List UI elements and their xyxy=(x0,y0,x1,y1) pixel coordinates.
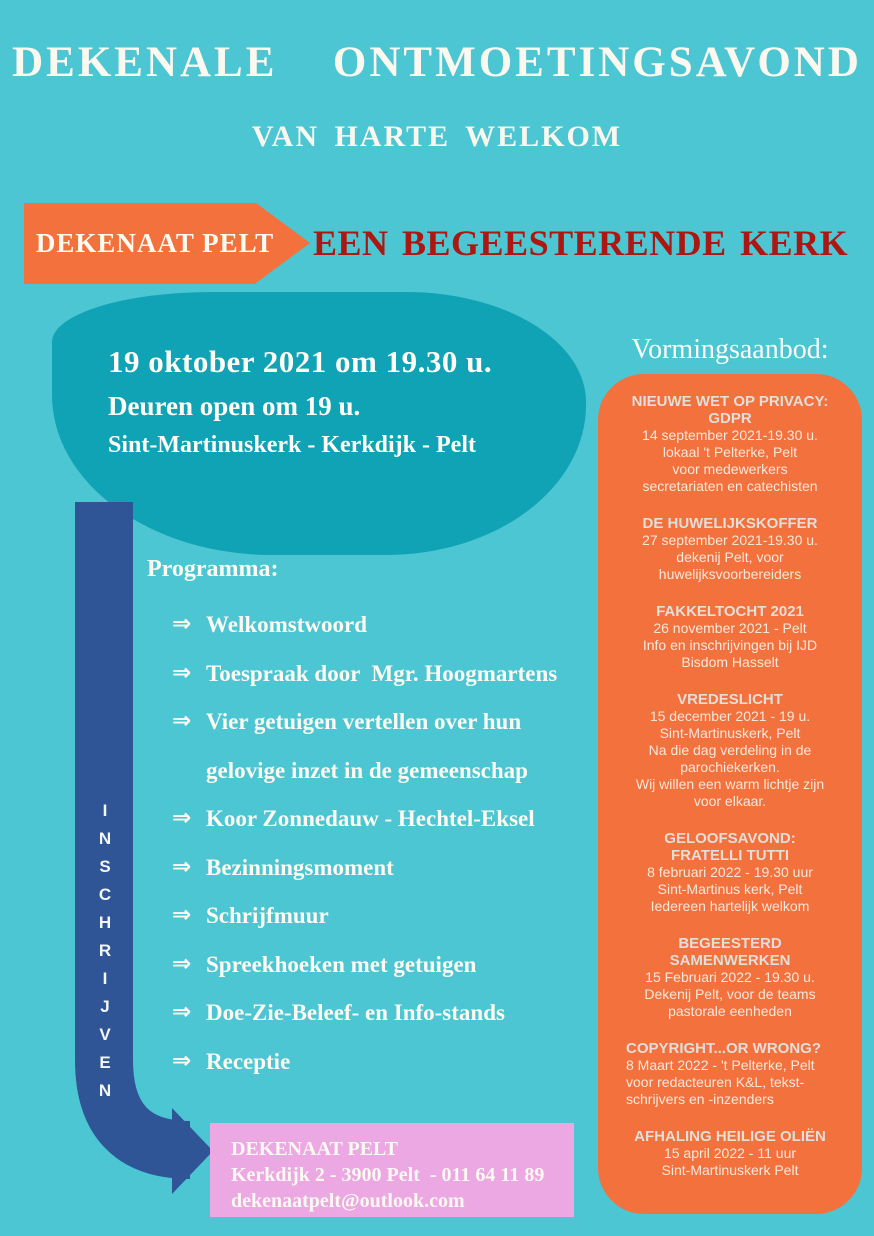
vorming-panel xyxy=(598,374,862,1214)
program-item xyxy=(172,659,612,689)
program-item-label: Welkomstwoord xyxy=(206,612,367,637)
vorming-section-body: 14 september 2021-19.30 u. lokaal 't Pelterke, Pelt voor medewerkers secretariaten en catechisten xyxy=(642,427,818,494)
vorming-section-body: 15 Februari 2022 - 19.30 u. Dekenij Pelt, voor de teams pastorale eenheden xyxy=(644,969,816,1019)
inschrijven-letter: I xyxy=(102,969,108,988)
banner-tagline: EEN BEGEESTERENDE KERK xyxy=(313,223,849,263)
double-arrow-icon: ⇒ xyxy=(172,611,192,637)
inschrijven-letter: H xyxy=(98,913,112,932)
program-item-label: Koor Zonnedauw - Hechtel-Eksel xyxy=(206,806,535,831)
program-item-label: Bezinningsmoment xyxy=(206,854,394,880)
event-location: Sint-Martinuskerk - Kerkdijk - Pelt xyxy=(108,432,476,458)
double-arrow-icon: ⇒ xyxy=(172,853,192,880)
inschrijven-letter: E xyxy=(99,1053,111,1072)
vorming-section xyxy=(608,1040,852,1108)
poster-title: DEKENALE ONTMOETINGSAVOND xyxy=(12,39,862,86)
vorming-section-title: NIEUWE WET OP PRIVACY: GDPR xyxy=(631,393,829,427)
arrow-head-icon xyxy=(172,1108,213,1194)
double-arrow-icon: ⇒ xyxy=(172,805,192,831)
event-date: 19 oktober 2021 om 19.30 u. xyxy=(108,344,493,379)
inschrijven-letter: J xyxy=(100,997,110,1016)
program-list xyxy=(172,610,612,1095)
vorming-section-body: 15 december 2021 - 19 u. Sint-Martinuskerk, Pelt Na die dag verdeling in de parochiekerken. Wij willen een warm lichtje zijn voor elkaar. xyxy=(635,708,825,809)
program-item-label: Spreekhoeken met getuigen xyxy=(206,951,477,977)
double-arrow-icon: ⇒ xyxy=(172,708,192,734)
vorming-section-title: VREDESLICHT xyxy=(677,691,783,708)
vorming-section xyxy=(608,603,852,671)
contact-name: DEKENAAT PELT xyxy=(231,1138,398,1160)
vorming-section xyxy=(608,1128,852,1179)
program-item xyxy=(172,804,612,834)
program-item-label: Schrijfmuur xyxy=(206,903,329,928)
inschrijven-letter: C xyxy=(98,885,112,904)
contact-box xyxy=(210,1123,574,1217)
inschrijven-letter: I xyxy=(102,801,108,820)
program-item xyxy=(172,610,612,640)
inschrijven-label xyxy=(95,797,115,1105)
program-item xyxy=(172,998,612,1028)
inschrijven-letter: N xyxy=(98,829,112,848)
welcome-subtitle: VAN HARTE WELKOM xyxy=(251,120,623,153)
vorming-section-body: 27 september 2021-19.30 u. dekenij Pelt, voor huwelijksvoorbereiders xyxy=(642,532,818,582)
event-doors: Deuren open om 19 u. xyxy=(108,391,361,421)
program-item xyxy=(172,853,612,883)
vorming-section-body: 8 Maart 2022 - 't Pelterke, Pelt voor redacteuren K&L, tekst- schrijvers en -inzenders xyxy=(626,1057,815,1107)
double-arrow-icon: ⇒ xyxy=(172,902,192,928)
vorming-section-title: GELOOFSAVOND: FRATELLI TUTTI xyxy=(664,830,796,864)
inschrijven-letter: R xyxy=(98,941,112,960)
vorming-section xyxy=(608,830,852,915)
vorming-heading: Vormingsaanbod: xyxy=(631,334,829,365)
double-arrow-icon: ⇒ xyxy=(172,950,192,977)
double-arrow-icon: ⇒ xyxy=(172,999,192,1025)
program-item xyxy=(172,1047,612,1077)
vorming-section-title: AFHALING HEILIGE OLIËN xyxy=(634,1128,826,1145)
event-info xyxy=(108,344,492,459)
vorming-section-title: COPYRIGHT...OR WRONG? xyxy=(626,1040,821,1057)
contact-email: dekenaatpelt@outlook.com xyxy=(231,1190,465,1212)
vorming-section xyxy=(608,515,852,583)
inschrijven-letter: S xyxy=(99,857,111,876)
vorming-section-body: 8 februari 2022 - 19.30 uur Sint-Martinus kerk, Pelt Iedereen hartelijk welkom xyxy=(647,864,813,914)
double-arrow-icon: ⇒ xyxy=(172,1047,192,1074)
vorming-section-body: 26 november 2021 - Pelt Info en inschrijvingen bij IJD Bisdom Hasselt xyxy=(642,620,818,670)
program-heading: Programma: xyxy=(147,556,279,582)
vorming-section xyxy=(608,691,852,810)
vorming-section-title: FAKKELTOCHT 2021 xyxy=(656,603,804,620)
vorming-section-body: 15 april 2022 - 11 uur Sint-Martinuskerk Pelt xyxy=(661,1145,799,1178)
program-item-label: Toespraak door Mgr. Hoogmartens xyxy=(206,660,558,686)
vorming-section xyxy=(608,935,852,1020)
program-item xyxy=(206,756,612,786)
program-item-label: gelovige inzet in de gemeenschap xyxy=(206,757,528,783)
inschrijven-letter: V xyxy=(99,1025,111,1044)
vorming-section-title: BEGEESTERD SAMENWERKEN xyxy=(669,935,791,969)
banner-label: DEKENAAT PELT xyxy=(35,228,275,258)
program-item-label: Vier getuigen vertellen over hun xyxy=(206,709,522,734)
contact-address: Kerkdijk 2 - 3900 Pelt - 011 64 11 89 xyxy=(231,1164,545,1186)
inschrijven-letter: N xyxy=(98,1081,112,1100)
vorming-section-title: DE HUWELIJKSKOFFER xyxy=(642,515,818,532)
program-item-label: Receptie xyxy=(206,1048,291,1074)
program-item xyxy=(172,950,612,980)
double-arrow-icon: ⇒ xyxy=(172,659,192,686)
program-item xyxy=(172,901,612,931)
program-item xyxy=(172,707,612,737)
vorming-section xyxy=(608,393,852,495)
program-item-label: Doe-Zie-Beleef- en Info-stands xyxy=(206,1000,505,1025)
